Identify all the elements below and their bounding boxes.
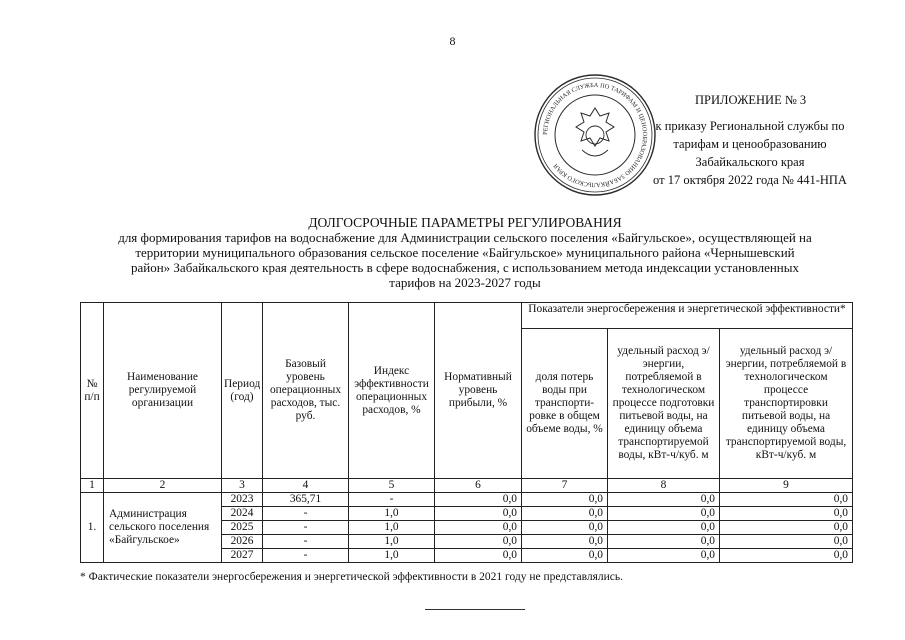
cell-prep: 0,0 [608, 507, 720, 521]
appendix-title: ПРИЛОЖЕНИЕ № 3 [695, 93, 807, 107]
cell-profit: 0,0 [435, 549, 522, 563]
cell-loss: 0,0 [522, 549, 608, 563]
cell-profit: 0,0 [435, 493, 522, 507]
cell-prep: 0,0 [608, 521, 720, 535]
appendix-line-2: тарифам и ценообразованию [673, 137, 827, 151]
cell-year: 2023 [222, 493, 263, 507]
column-number: 8 [608, 479, 720, 493]
heading-line-1: для формирования тарифов на водоснабжение для Администрации сельского поселения «Байгульское», осуществляющей на [118, 230, 812, 245]
header-num: № п/п [81, 303, 104, 479]
cell-profit: 0,0 [435, 521, 522, 535]
cell-base: - [263, 549, 349, 563]
cell-transport: 0,0 [720, 507, 853, 521]
document-heading [55, 215, 875, 290]
cell-loss: 0,0 [522, 535, 608, 549]
cell-base: - [263, 507, 349, 521]
cell-index: 1,0 [349, 521, 435, 535]
cell-transport: 0,0 [720, 493, 853, 507]
column-number: 2 [104, 479, 222, 493]
column-number: 1 [81, 479, 104, 493]
footnote: * Фактические показатели энергосбережения и энергетической эффективности в 2021 году не представлялись. [80, 571, 624, 583]
appendix-line-4: от 17 октября 2022 года № 441-НПА [653, 173, 847, 187]
cell-index: - [349, 493, 435, 507]
cell-year: 2024 [222, 507, 263, 521]
cell-base: 365,71 [263, 493, 349, 507]
header-profit: Нормативный уровень прибыли, % [435, 303, 522, 479]
appendix-line-3: Забайкальского края [695, 155, 805, 169]
heading-line-2: территории муниципального образования сельское поселение «Байгульское» муниципального района «Чернышевский [135, 245, 795, 260]
cell-profit: 0,0 [435, 535, 522, 549]
appendix-block [600, 91, 900, 189]
header-energy-group: Показатели энергосбережения и энергетической эффективности* [522, 303, 853, 329]
cell-profit: 0,0 [435, 507, 522, 521]
page-number: 8 [449, 34, 456, 48]
cell-index: 1,0 [349, 507, 435, 521]
cell-prep: 0,0 [608, 535, 720, 549]
cell-year: 2027 [222, 549, 263, 563]
column-number-row [81, 479, 853, 493]
cell-loss: 0,0 [522, 507, 608, 521]
cell-transport: 0,0 [720, 549, 853, 563]
parameters-table [80, 302, 853, 563]
column-number: 5 [349, 479, 435, 493]
cell-index: 1,0 [349, 549, 435, 563]
cell-transport: 0,0 [720, 535, 853, 549]
column-number: 6 [435, 479, 522, 493]
column-number: 3 [222, 479, 263, 493]
column-number: 4 [263, 479, 349, 493]
header-energy-transport: удельный расход э/энергии, потребляемой в технологическом процессе транспортировки питьевой воды, на единицу объема транспортируемой воды, кВт-ч/куб. м [720, 329, 853, 479]
appendix-line-1: к приказу Региональной службы по [655, 119, 845, 133]
header-efficiency-index: Индекс эффективности операционных расходов, % [349, 303, 435, 479]
cell-transport: 0,0 [720, 521, 853, 535]
divider-line [425, 609, 525, 610]
cell-base: - [263, 535, 349, 549]
column-number: 7 [522, 479, 608, 493]
cell-prep: 0,0 [608, 549, 720, 563]
header-water-loss: доля потерь воды при транспорти-ровке в общем объеме воды, % [522, 329, 608, 479]
org-number: 1. [81, 493, 104, 563]
cell-base: - [263, 521, 349, 535]
header-org: Наименование регулируемой организации [104, 303, 222, 479]
cell-prep: 0,0 [608, 493, 720, 507]
column-number: 9 [720, 479, 853, 493]
document-title: ДОЛГОСРОЧНЫЕ ПАРАМЕТРЫ РЕГУЛИРОВАНИЯ [308, 215, 622, 230]
cell-year: 2025 [222, 521, 263, 535]
cell-loss: 0,0 [522, 521, 608, 535]
cell-loss: 0,0 [522, 493, 608, 507]
header-base-costs: Базовый уровень операционных расходов, тыс. руб. [263, 303, 349, 479]
seal-ring-text: РЕГИОНАЛЬНАЯ СЛУЖБА ПО ТАРИФАМ И ЦЕНООБРАЗОВАНИЮ ЗАБАЙКАЛЬСКОГО КРАЯ [541, 81, 649, 189]
heading-line-3: район» Забайкальского края деятельность в сфере водоснабжения, с использованием метода индексации установленных [130, 260, 799, 275]
header-period: Период (год) [222, 303, 263, 479]
heading-line-4: тарифов на 2023-2027 годы [389, 275, 541, 290]
header-energy-preparation: удельный расход э/энергии, потребляемой в технологическом процессе подготовки питьевой воды, на единицу объема транспортируемой воды, кВт-ч/куб. м [608, 329, 720, 479]
table-row [81, 493, 853, 507]
cell-index: 1,0 [349, 535, 435, 549]
org-name: Администрация сельского поселения «Байгульское» [104, 493, 222, 563]
cell-year: 2026 [222, 535, 263, 549]
